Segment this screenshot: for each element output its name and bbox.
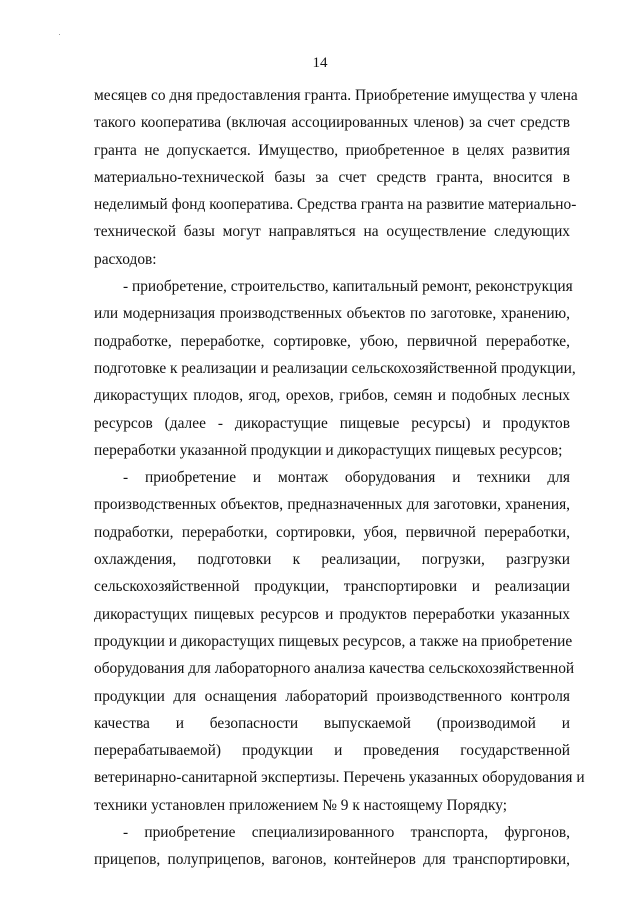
text-line: оборудования для лабораторного анализа качества сельскохозяйственной (94, 660, 575, 678)
text-line: месяцев со дня предоставления гранта. Приобретение имущества у члена (94, 87, 578, 104)
text-line: сельскохозяйственной продукции, транспортировки и реализации (94, 578, 570, 596)
text-line: продукции для оснащения лабораторий производственного контроля (94, 687, 570, 705)
text-line: ветеринарно-санитарной экспертизы. Перечень указанных оборудования и (94, 769, 585, 787)
text-line: или модернизация производственных объектов по заготовке, хранению, (94, 305, 570, 323)
text-line: такого кооператива (включая ассоциированных членов) за счет средств (94, 114, 570, 132)
margin-dot (59, 34, 60, 35)
text-line: неделимый фонд кооператива. Средства гранта на развитие материально- (94, 196, 577, 214)
body-text (94, 82, 585, 874)
text-line: подработке, переработке, сортировке, убою, первичной переработке, (94, 332, 570, 350)
text-line: перерабатываемой) продукции и проведения государственной (94, 742, 570, 760)
text-line: дикорастущих пищевых ресурсов и продуктов переработки указанных (94, 605, 570, 623)
text-line: охлаждения, подготовки к реализации, погрузки, разгрузки (94, 551, 570, 569)
text-line: дикорастущих плодов, ягод, орехов, грибов, семян и подобных лесных (94, 387, 570, 405)
text-line: производственных объектов, предназначенных для заготовки, хранения, (94, 496, 570, 514)
text-line: прицепов, полуприцепов, вагонов, контейнеров для транспортировки, (94, 851, 570, 869)
text-line: подработки, переработки, сортировки, убоя, первичной переработки, (94, 523, 570, 541)
text-line: гранта не допускается. Имущество, приобретенное в целях развития (94, 141, 570, 159)
text-line: - приобретение специализированного транспорта, фургонов, (123, 824, 570, 842)
text-line: технической базы могут направляться на осуществление следующих (94, 223, 570, 241)
text-line: переработки указанной продукции и дикорастущих пищевых ресурсов; (94, 441, 563, 459)
text-line: расходов: (94, 250, 157, 268)
text-line: - приобретение, строительство, капитальный ремонт, реконструкция (123, 278, 573, 296)
text-line: продукции и дикорастущих пищевых ресурсов, а также на приобретение (94, 632, 573, 650)
page-number: 14 (312, 55, 328, 71)
text-line: материально-технической базы за счет средств гранта, вносится в (94, 168, 570, 186)
text-line: ресурсов (далее - дикорастущие пищевые ресурсы) и продуктов (94, 414, 570, 432)
text-line: - приобретение и монтаж оборудования и техники для (123, 469, 570, 487)
text-line: техники установлен приложением № 9 к настоящему Порядку; (94, 796, 507, 814)
text-line: подготовке к реализации и реализации сельскохозяйственной продукции, (94, 359, 576, 377)
text-line: качества и безопасности выпускаемой (производимой и (94, 714, 570, 732)
